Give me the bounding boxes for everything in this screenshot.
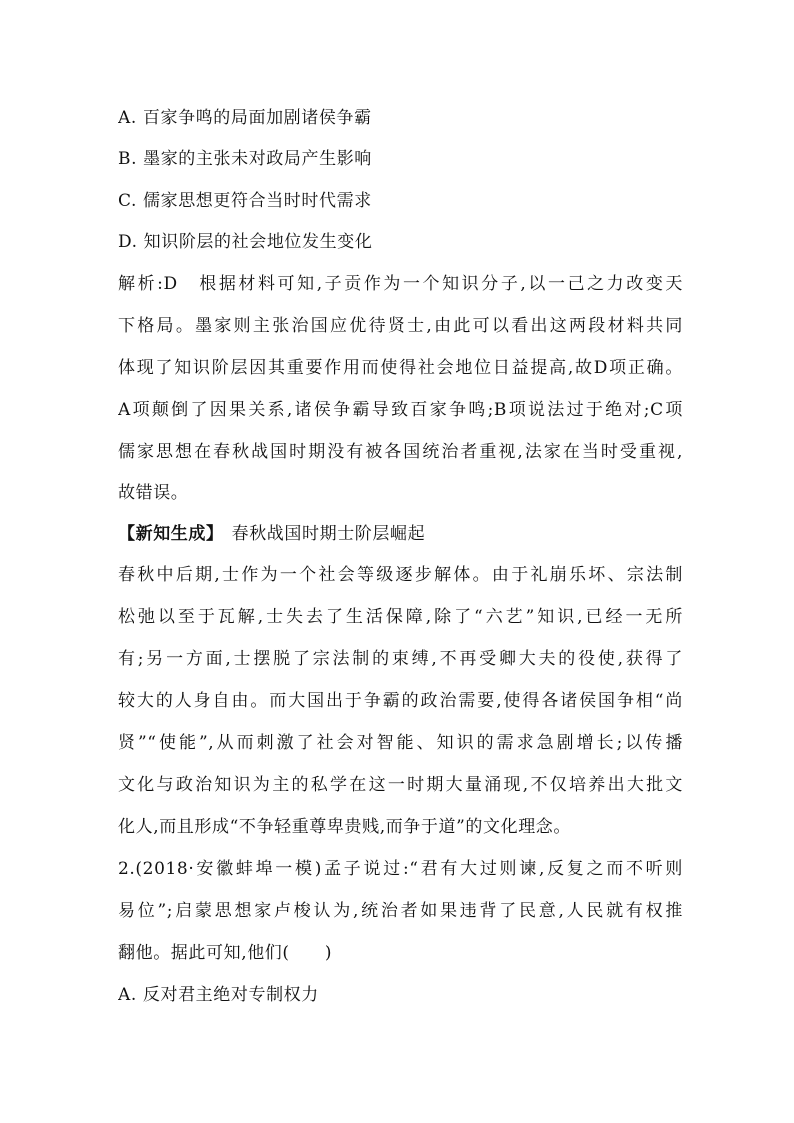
option-c: C. 儒家思想更符合当时时代需求 xyxy=(118,191,372,211)
knowledge-line: 有;另一方面,士摆脱了宗法制的束缚,不再受卿大夫的役使,获得了 xyxy=(118,649,683,669)
knowledge-line: 贤”“使能”,从而刺激了社会对智能、知识的需求急剧增长;以传播 xyxy=(118,733,683,753)
knowledge-line: 化人,而且形成“不争轻重尊卑贵贱,而争于道”的文化理念。 xyxy=(118,817,571,837)
analysis-line: A项颠倒了因果关系,诸侯争霸导致百家争鸣;B项说法过于绝对;C项 xyxy=(118,400,683,420)
analysis-line: 体现了知识阶层因其重要作用而使得社会地位日益提高,故D项正确。 xyxy=(118,358,683,378)
analysis-line: 儒家思想在春秋战国时期没有被各国统治者重视,法家在当时受重视, xyxy=(118,442,683,462)
analysis-line: 故错误。 xyxy=(118,483,189,503)
knowledge-line: 松弛以至于瓦解,士失去了生活保障,除了“六艺”知识,已经一无所 xyxy=(118,607,683,627)
question2-line: 易位”;启蒙思想家卢梭认为,统治者如果违背了民意,人民就有权推 xyxy=(118,901,683,921)
section-heading-title: 春秋战国时期士阶层崛起 xyxy=(231,524,426,544)
question2-line: 翻他。据此可知,他们( ) xyxy=(118,943,333,963)
option-b: B. 墨家的主张未对政局产生影响 xyxy=(118,149,372,169)
option-d: D. 知识阶层的社会地位发生变化 xyxy=(118,232,373,252)
analysis-line: 解析:D 根据材料可知,子贡作为一个知识分子,以一己之力改变天 xyxy=(118,274,683,294)
analysis-line: 下格局。墨家则主张治国应优待贤士,由此可以看出这两段材料共同 xyxy=(118,316,683,336)
question2-option-a: A. 反对君主绝对专制权力 xyxy=(118,985,319,1005)
question2-line: 2.(2018·安徽蚌埠一模)孟子说过:“君有大过则谏,反复之而不听则 xyxy=(118,859,683,879)
section-heading-label: 【新知生成】 xyxy=(118,524,224,544)
section-heading xyxy=(118,522,683,546)
knowledge-line: 文化与政治知识为主的私学在这一时期大量涌现,不仅培养出大批文 xyxy=(118,775,683,795)
option-a: A. 百家争鸣的局面加剧诸侯争霸 xyxy=(118,108,372,128)
knowledge-line: 较大的人身自由。而大国出于争霸的政治需要,使得各诸侯国争相“尚 xyxy=(118,691,683,711)
knowledge-line: 春秋中后期,士作为一个社会等级逐步解体。由于礼崩乐坏、宗法制 xyxy=(118,565,683,585)
